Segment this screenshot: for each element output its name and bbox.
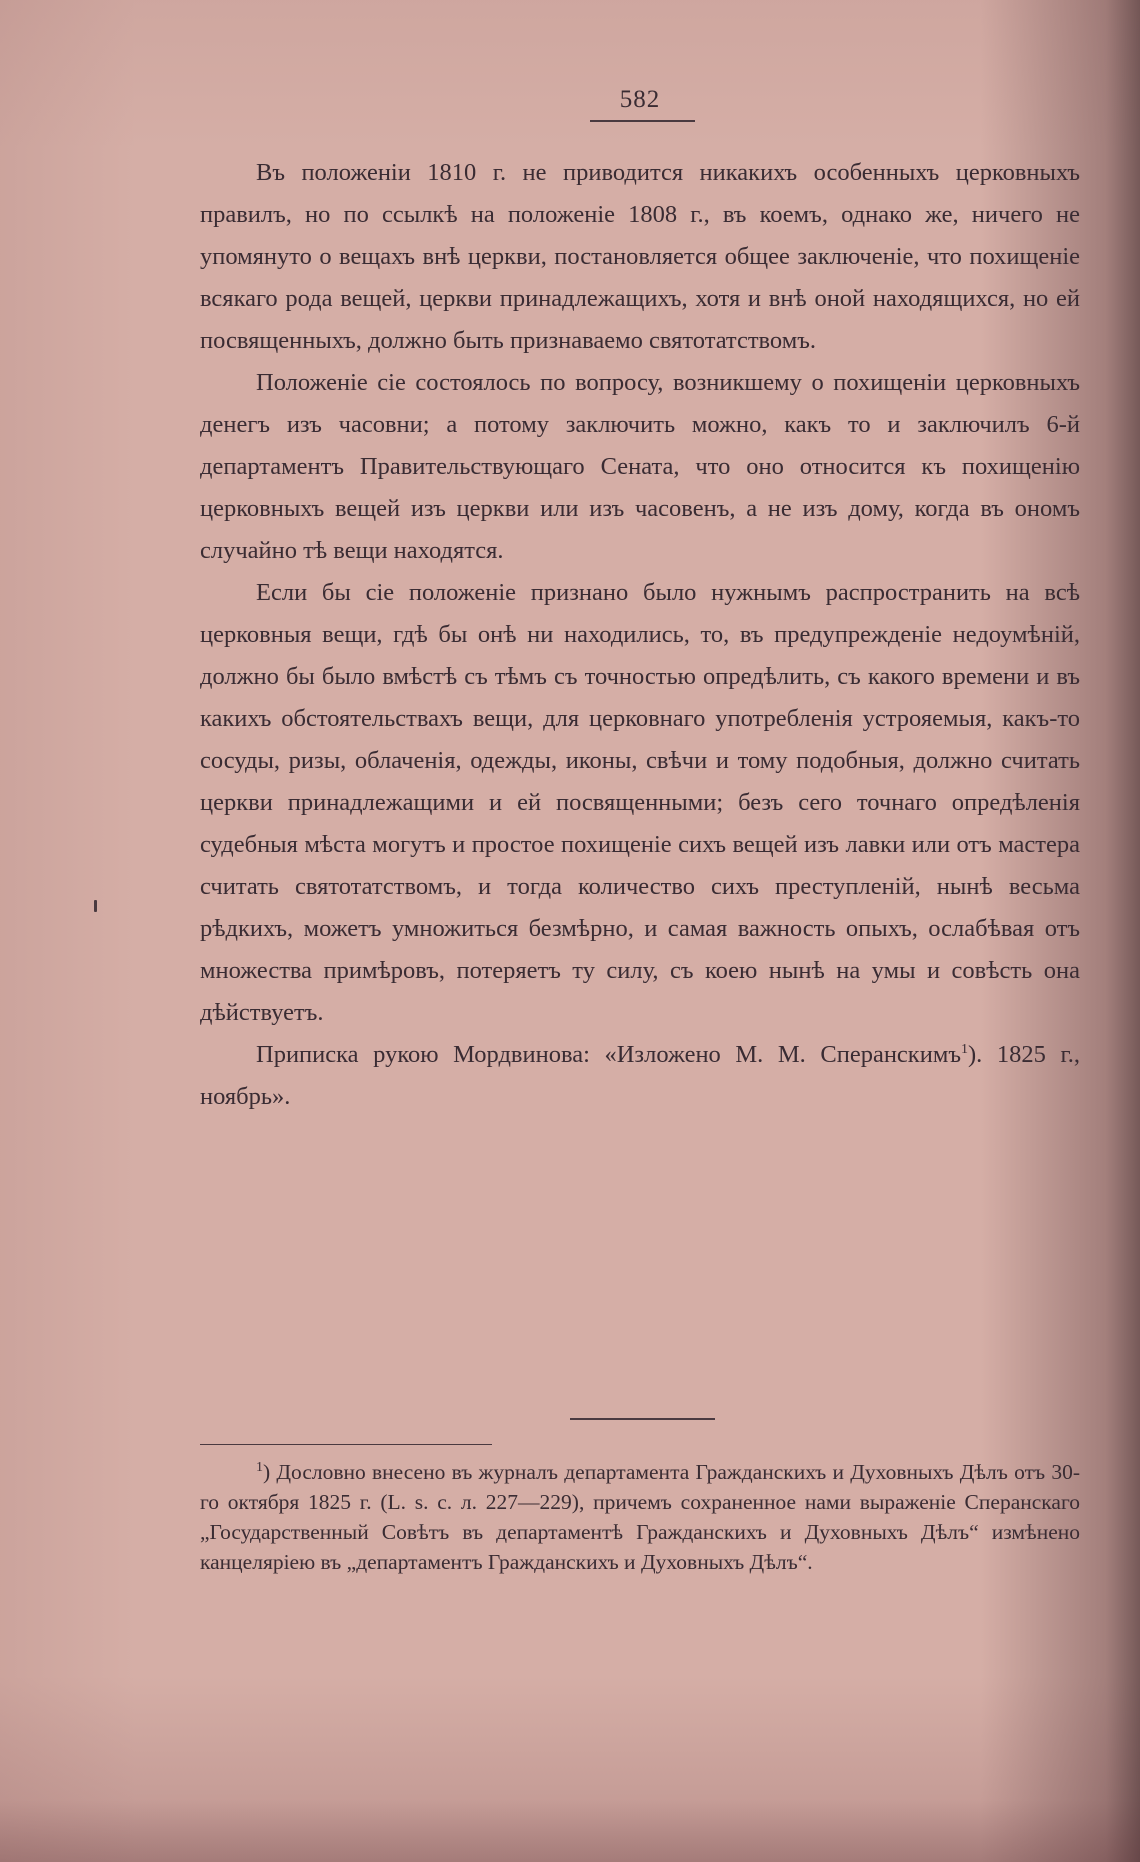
closing-note-text: Приписка рукою Мордвинова: «Изложено М. М. Сперанскимъ bbox=[256, 1041, 961, 1068]
footnote-text: ) Дословно внесено въ журналъ департамента Гражданскихъ и Духовныхъ Дѣлъ отъ 30-го октября 1825 г. (L. s. c. л. 227—229), причемъ сохраненное нами выраженіе Сперанскаго „Государственный Совѣтъ въ департаментѣ Гражданскихъ и Духовныхъ Дѣлъ“ измѣнено канцеляріею въ „департаментъ Гражданскихъ и Духовныхъ Дѣлъ“. bbox=[200, 1460, 1080, 1574]
paragraph-3: Если бы сіе положеніе признано было нужнымъ распространить на всѣ церковныя вещи, гдѣ бы онѣ ни находились, то, въ предупрежденіе недоумѣній, должно бы было вмѣстѣ съ тѣмъ съ точностью опредѣлить, съ какого времени и въ какихъ обстоятельствахъ вещи, для церковнаго употребленія устрояемыя, какъ-то сосуды, ризы, облаченія, одежды, иконы, свѣчи и тому подобныя, должно считать церкви принадлежащими и ей посвященными; безъ сего точнаго опредѣленія судебныя мѣста могутъ и простое похищеніе сихъ вещей изъ лавки или отъ мастера считать святотатствомъ, и тогда количество сихъ преступленій, нынѣ весьма рѣдкихъ, можетъ умножиться безмѣрно, и самая важность опыхъ, ослабѣвая отъ множества примѣровъ, потеряетъ ту силу, съ коею нынѣ на умы и совѣсть она дѣйствуетъ. bbox=[200, 579, 1080, 1026]
footnote bbox=[200, 1457, 1080, 1577]
page-number: 582 bbox=[619, 86, 661, 113]
paragraph-1: Въ положеніи 1810 г. не приводится никакихъ особенныхъ церковныхъ правилъ, но по ссылкѣ на положеніе 1808 г., въ коемъ, однако же, ничего не упомянуто о вещахъ внѣ церкви, постановляется общее заключеніе, что похищеніе всякаго рода вещей, церкви принадлежащихъ, хотя и внѣ оной находящихся, но ей посвященныхъ, должно быть признаваемо святотатствомъ. bbox=[200, 159, 1080, 354]
margin-mark bbox=[94, 900, 97, 912]
body-text bbox=[200, 152, 1080, 1118]
footnote-reference: 1 bbox=[961, 1041, 968, 1057]
section-divider bbox=[570, 1418, 715, 1420]
closing-note bbox=[200, 1034, 1080, 1118]
footnote-marker: 1 bbox=[256, 1459, 263, 1475]
page-number-underline bbox=[590, 120, 695, 122]
closing-note-date: ). 1825 г., ноябрь». bbox=[200, 1041, 1080, 1110]
page-bottom-shadow bbox=[0, 1800, 1140, 1862]
footnote-divider bbox=[200, 1444, 492, 1445]
paragraph-2: Положеніе сіе состоялось по вопросу, возникшему о похищеніи церковныхъ денегъ изъ часовни; а потому заключить можно, какъ то и заключилъ 6-й департаментъ Правительствующаго Сената, что оно относится къ похищенію церковныхъ вещей изъ церкви или изъ часовенъ, а не изъ дому, когда въ ономъ случайно тѣ вещи находятся. bbox=[200, 369, 1080, 564]
